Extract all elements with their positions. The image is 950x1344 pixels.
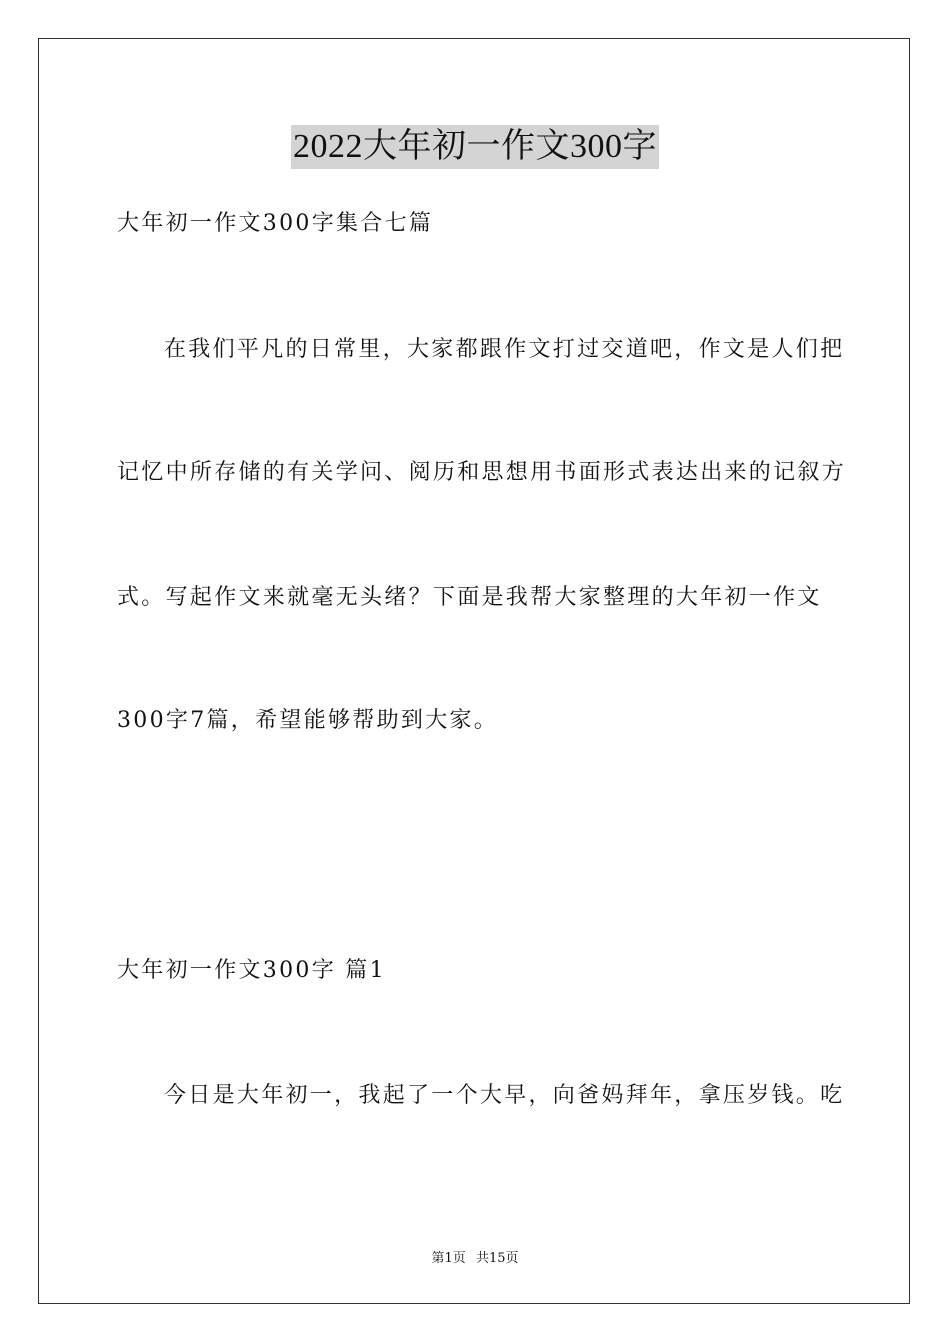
paragraph-line: 式。写起作文来就毫无头绪？下面是我帮大家整理的大年初一作文 (117, 585, 822, 610)
document-subtitle: 大年初一作文300字集合七篇 (117, 211, 434, 236)
title-container (0, 125, 950, 169)
paragraph-line: 300字7篇，希望能够帮助到大家。 (117, 708, 499, 733)
paragraph-line: 记忆中所存储的有关学问、阅历和思想用书面形式表达出来的记叙方 (117, 460, 847, 485)
document-title: 2022大年初一作文300字 (291, 125, 659, 169)
paragraph-line: 在我们平凡的日常里，大家都跟作文打过交道吧，作文是人们把 (164, 337, 845, 362)
paragraph-line: 今日是大年初一，我起了一个大早，向爸妈拜年，拿压岁钱。吃 (164, 1083, 845, 1108)
total-pages: 共15页 (475, 1251, 519, 1266)
section-heading: 大年初一作文300字 篇1 (117, 958, 386, 983)
page-number: 第1页 (431, 1251, 466, 1266)
page-footer (0, 1247, 950, 1266)
